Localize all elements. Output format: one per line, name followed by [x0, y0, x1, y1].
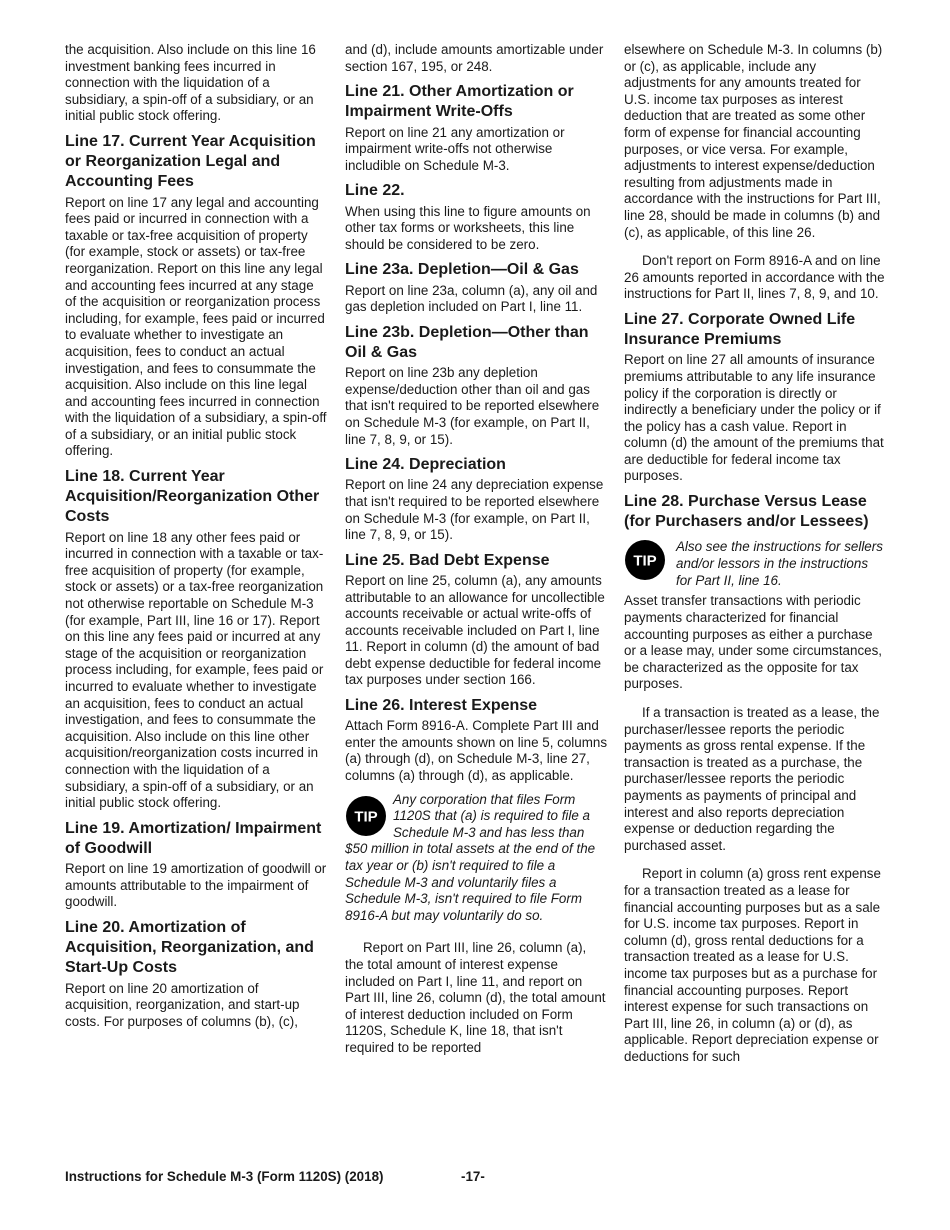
- paragraph: Report in column (a) gross rent expense for a transaction treated as a lease for financial accounting purposes but as a sale for U.S. income tax purposes. Report in column (d), gross rental deductions for a transaction treated as a lease for U.S. income tax purposes but as a purchase for financial accounting purposes. Report interest expense for such transactions on Part III, line 26, in column (a) or (d), as applicable. Report depreciation expense or deductions for such: [624, 866, 881, 1064]
- paragraph: Report on Part III, line 26, column (a), the total amount of interest expense included on Part I, line 11, and report on Part III, line 26, column (d), the total amount of interest deduction included on Form 1120S, Schedule K, line 18, that isn't required to be reported: [345, 940, 606, 1055]
- page-footer: [65, 1169, 887, 1187]
- heading-line-25: Line 25. Bad Debt Expense: [345, 551, 550, 569]
- heading-line-18: Line 18. Current Year Acquisition/Reorganization Other Costs: [65, 468, 320, 526]
- heading-line-24: Line 24. Depreciation: [345, 456, 506, 474]
- paragraph: If a transaction is treated as a lease, the purchaser/lessee reports the periodic payments as gross rental expense. If the transaction is treated as a purchase, the purchaser/lessee reports the periodic payments as payments of principal and interest and also reports depreciation expense or deduction regarding the purchased asset.: [624, 705, 880, 853]
- paragraph: the acquisition. Also include on this line 16 investment banking fees incurred in connection with the liquidation of a subsidiary, a spin-off of a subsidiary, or an initial public stock offering.: [65, 42, 316, 124]
- footer-title: Instructions for Schedule M-3 (Form 1120S) (2018): [65, 1169, 384, 1184]
- heading-line-19: Line 19. Amortization/ Impairment of Goodwill: [65, 819, 322, 857]
- heading-line-17: Line 17. Current Year Acquisition or Reorganization Legal and Accounting Fees: [65, 132, 316, 191]
- paragraph: elsewhere on Schedule M-3. In columns (b) or (c), as applicable, include any adjustments for any amounts treated for U.S. income tax purposes as interest deduction that are treated as some other form of expense for financial accounting purposes, or vice versa. For example, adjustments to interest expense/deduction resulting from adjustments made in accordance with the instructions for Part III, line 28, should be made in columns (b) and (c), as applicable, of this line 26.: [624, 42, 883, 240]
- tip-callout: [345, 792, 607, 925]
- column-1: [65, 42, 327, 1030]
- tip-icon-label: TIP: [633, 552, 657, 570]
- heading-line-26: Line 26. Interest Expense: [345, 697, 538, 715]
- column-2: [345, 42, 607, 1057]
- paragraph: Report on line 19 amortization of goodwill or amounts attributable to the impairment of goodwill.: [65, 861, 327, 910]
- heading-line-23b: Line 23b. Depletion—Other than Oil & Gas: [345, 323, 589, 361]
- page-number: -17-: [461, 1169, 485, 1184]
- heading-line-27: Line 27. Corporate Owned Life Insurance Premiums: [624, 310, 856, 349]
- paragraph: Attach Form 8916-A. Complete Part III and enter the amounts shown on line 5, columns (a) through (d), on Schedule M-3, line 27, columns (a) through (d), as applicable.: [345, 718, 608, 784]
- paragraph: Report on line 25, column (a), any amounts attributable to an allowance for uncollectible accounts receivable or actual write-offs of accounts receivable included on Part I, line 11. Report in column (d) the amount of bad debt expense deductible for federal income tax purposes under section 166.: [345, 572, 605, 688]
- tip-text: Also see the instructions for sellers and/or lessors in the instructions for Part II, line 16.: [676, 539, 883, 588]
- tip-icon: [624, 539, 666, 581]
- heading-line-23a: Line 23a. Depletion—Oil & Gas: [345, 261, 579, 279]
- paragraph: Report on line 23b any depletion expense/deduction other than oil and gas that isn't required to be reported elsewhere on Schedule M-3 (for example, on Part II, line 7, 8, 9, or 15).: [345, 365, 600, 447]
- paragraph: Report on line 18 any other fees paid or incurred in connection with a taxable or tax-free acquisition of property (for example, stock or assets) or a tax-free reorganization not otherwise reportable on Schedule M-3 (for example, Part III, line 16 or 17). Report on this line any fees paid or incurred at any stage of the acquisition or reorganization process including, for example, fees paid or incurred to evaluate whether to investigate an acquisition, fees to conduct an actual investigation, and fees to consummate the acquisition. Also include on this line other acquisition/reorganization costs incurred in connection with the liquidation of a subsidiary, a spin-off of a subsidiary, or an initial public stock offering.: [65, 529, 324, 811]
- paragraph: Report on line 21 any amortization or impairment write-offs not otherwise includible on Schedule M-3.: [345, 124, 565, 173]
- heading-line-22: Line 22.: [345, 182, 405, 200]
- heading-line-21: Line 21. Other Amortization or Impairment Write-Offs: [345, 83, 574, 121]
- tip-icon: [345, 795, 387, 837]
- paragraph: Asset transfer transactions with periodic payments characterized for financial accounting purposes as either a purchase or a lease may, under some circumstances, be characterized as the opposite for tax purposes.: [624, 593, 882, 692]
- paragraph: and (d), include amounts amortizable under section 167, 195, or 248.: [345, 42, 604, 74]
- paragraph: Don't report on Form 8916-A and on line 26 amounts reported in accordance with the instructions for Part II, lines 7, 8, 9, and 10.: [624, 253, 885, 302]
- heading-line-20: Line 20. Amortization of Acquisition, Reorganization, and Start-Up Costs: [65, 918, 314, 977]
- paragraph: Report on line 23a, column (a), any oil and gas depletion included on Part I, line 11.: [345, 282, 598, 315]
- paragraph: Report on line 17 any legal and accounting fees paid or incurred in connection with a taxable or tax-free acquisition of property (for example, stock or assets) or tax-free reorganization. Report on this line any legal and accounting fees incurred at any stage of the acquisition or reorganization process including, for example, fees paid or incurred to evaluate whether to investigate an acquisition, fees to conduct an actual investigation, and fees to consummate the acquisition. Also include on this line legal and accounting fees incurred in connection with the liquidation of a subsidiary, a spin-off of a subsidiary, or an initial public stock offering.: [65, 194, 327, 459]
- paragraph: Report on line 20 amortization of acquisition, reorganization, and start-up costs. For purposes of columns (b), (c),: [65, 980, 300, 1029]
- tip-callout: [624, 539, 886, 589]
- paragraph: Report on line 27 all amounts of insurance premiums attributable to any life insurance policy if the corporation is directly or indirectly a beneficiary under the policy or if the policy has a cash value. Report in column (d) the amount of the premiums that are deductible for federal income tax purposes.: [624, 352, 884, 484]
- paragraph: Report on line 24 any depreciation expense that isn't required to be reported elsewhere on Schedule M-3 (for example, on Part II, line 7, 8, 9, or 15).: [345, 477, 604, 543]
- tip-icon-label: TIP: [354, 808, 378, 826]
- heading-line-28: Line 28. Purchase Versus Lease (for Purchasers and/or Lessees): [624, 493, 869, 531]
- tip-text: Any corporation that files Form 1120S that (a) is required to file a Schedule M-3 and has less than $50 million in total assets at the end of the tax year or (b) isn't required to file a Schedule M-3 and voluntarily files a Schedule M-3, isn't required to file Form 8916-A but may voluntarily do so.: [345, 791, 596, 923]
- paragraph: When using this line to figure amounts on other tax forms or worksheets, this line should be considered to be zero.: [345, 203, 591, 252]
- column-3: [624, 42, 886, 1066]
